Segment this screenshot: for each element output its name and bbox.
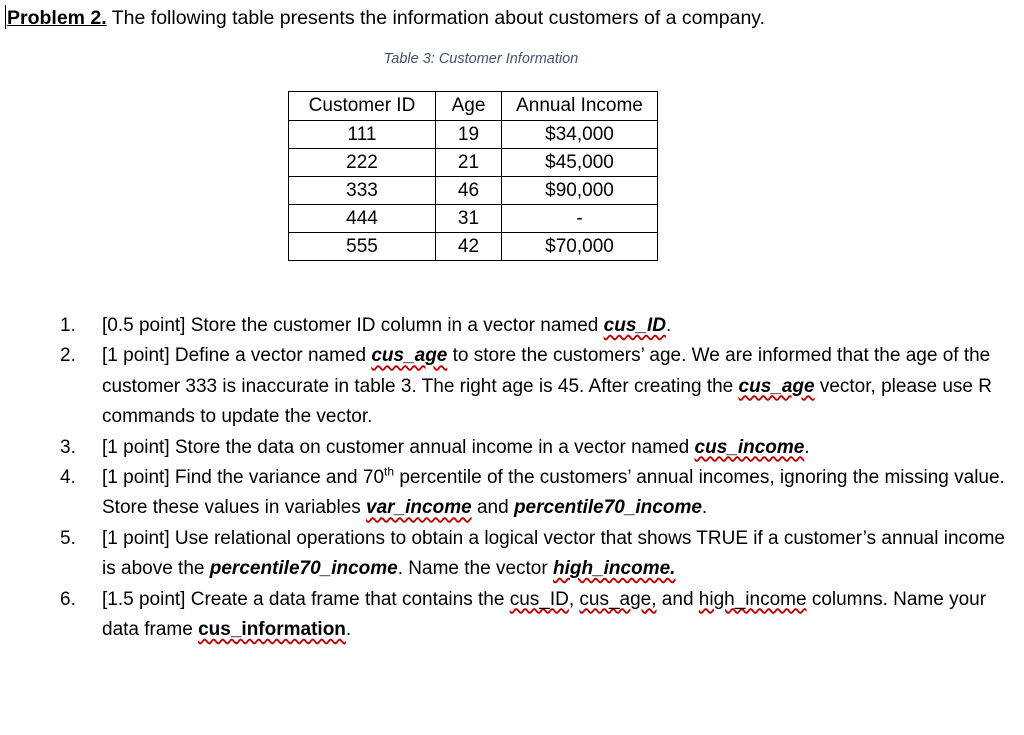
cell-age: 42 [436, 233, 502, 261]
cell-age: 19 [436, 121, 502, 149]
cell-customer-id: 222 [289, 149, 436, 177]
header-annual-income: Annual Income [502, 92, 658, 121]
cell-age: 21 [436, 149, 502, 177]
task-text: [1 point] Find the variance and 70 [102, 467, 385, 489]
table-row [289, 233, 658, 261]
var-cus-age: cus_age [371, 345, 448, 367]
text-cursor [5, 5, 6, 29]
cell-customer-id: 555 [289, 233, 436, 261]
cell-customer-id: 444 [289, 205, 436, 233]
header-age: Age [436, 92, 502, 121]
table-row [289, 149, 658, 177]
problem-heading [5, 4, 765, 32]
task-number: 6. [60, 588, 76, 610]
cell-income: $45,000 [502, 149, 658, 177]
task-number: 4. [60, 467, 76, 489]
task-text: [1 point] Define a vector named [102, 345, 372, 367]
task-text: , [568, 588, 580, 610]
task-text: and [656, 588, 699, 610]
table-row [289, 177, 658, 205]
task-item-6 [60, 585, 1007, 646]
task-text: [1.5 point] Create a data frame that contains the [102, 588, 510, 610]
task-number: 1. [60, 315, 76, 336]
problem-intro: The following table presents the information about customers of a company. [106, 7, 766, 29]
var-var-income: var_income [366, 497, 472, 519]
table-row [289, 205, 658, 233]
task-number: 2. [60, 345, 76, 367]
task-list [60, 311, 1007, 645]
task-item-4 [60, 463, 1007, 524]
var-cus-income: cus_income [694, 436, 805, 458]
cell-income: $34,000 [502, 121, 658, 149]
problem-label: Problem 2. [7, 7, 107, 29]
var-cus-id: cus_ID [603, 315, 666, 336]
var-percentile70-income: percentile70_income [209, 558, 398, 580]
var-high-income: high_income [698, 588, 807, 610]
task-text: . [665, 315, 672, 336]
cell-customer-id: 111 [289, 121, 436, 149]
task-text: [1 point] Use relational operations to obtain a logical vector that shows TRUE if a customer’s annual income is above the [102, 527, 1005, 580]
task-item-5 [60, 524, 1007, 585]
ordinal-suffix: th [384, 464, 395, 479]
task-text: . [701, 497, 708, 519]
task-number: 3. [60, 436, 76, 458]
cell-age: 31 [436, 205, 502, 233]
cell-income: $90,000 [502, 177, 658, 205]
table-header-row [289, 92, 658, 121]
table-caption: Table 3: Customer Information [383, 51, 579, 67]
cell-income: - [502, 205, 658, 233]
task-text: . Name the vector [397, 558, 553, 580]
task-text: and [471, 497, 514, 519]
var-high-income: high_income. [552, 558, 676, 580]
var-cus-id: cus_ID [509, 588, 569, 610]
task-text: vector, please use R commands to update the vector. [102, 375, 992, 428]
header-customer-id: Customer ID [289, 92, 436, 121]
var-cus-age: cus_age [738, 375, 815, 397]
customer-table [288, 91, 658, 261]
task-item-2 [60, 341, 1007, 432]
task-text: percentile of the customers’ annual incomes, ignoring the missing value. Store these values in variables [102, 467, 1005, 519]
task-text: to store the customers’ age. We are informed that the age of the customer 333 is inaccurate in table 3. The right age is 45. After creating the [102, 345, 991, 397]
var-percentile70-income: percentile70_income [513, 497, 702, 519]
task-item-3 [60, 433, 1007, 463]
var-cus-information: cus_information [198, 619, 346, 641]
var-cus-age: cus_age, [579, 588, 657, 610]
table-row [289, 121, 658, 149]
task-text: [1 point] Store the data on customer annual income in a vector named [102, 436, 695, 458]
task-text: [0.5 point] Store the customer ID column in a vector named [102, 315, 604, 336]
cell-customer-id: 333 [289, 177, 436, 205]
task-number: 5. [60, 527, 76, 549]
task-text: . [345, 619, 352, 641]
task-text: . [804, 436, 810, 458]
task-text: columns. Name your data frame [102, 588, 987, 641]
task-item-1 [60, 311, 1007, 341]
cell-income: $70,000 [502, 233, 658, 261]
cell-age: 46 [436, 177, 502, 205]
